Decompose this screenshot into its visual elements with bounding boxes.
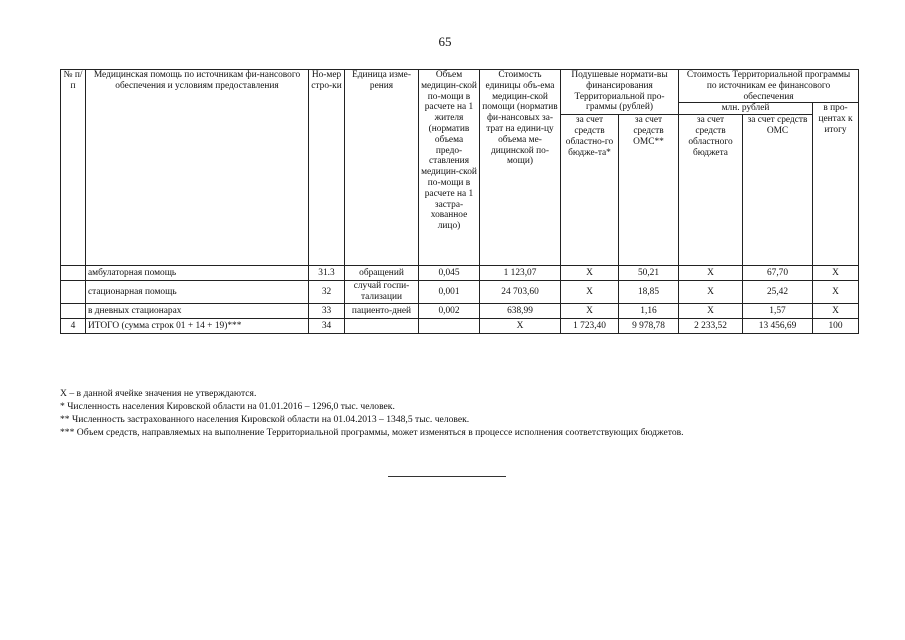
cell-row: 32 [309,281,345,304]
footnote-population: * Численность населения Кировской области на 01.01.2016 – 1296,0 тыс. человек. [60,401,395,412]
header-row-number: Но-мер стро-ки [309,70,345,266]
cell-pc-oms: 9 978,78 [619,319,679,334]
table-row [61,266,859,281]
header-mln-oms: за счет средств ОМС [743,115,813,266]
cell-cost: 1 123,07 [480,266,561,281]
cell-unit: обращений [345,266,419,281]
cell-num: 4 [61,319,86,334]
cell-cost: 24 703,60 [480,281,561,304]
table-row-total [61,319,859,334]
cell-pc-oms: 50,21 [619,266,679,281]
cell-volume [419,319,480,334]
header-total-cost: Стоимость Территориальной программы по источникам ее финансового обеспечения [679,70,859,103]
header-mln-rubles: млн. рублей [679,103,813,115]
header-unit-cost: Стоимость единицы объ-ема медицин-ской помощи (норматив фи-нансовых за-трат на едини-цу объема ме-дицинской по-мощи) [480,70,561,266]
cell-row: 31.3 [309,266,345,281]
cell-percent: 100 [813,319,859,334]
cell-num [61,266,86,281]
header-pc-oms: за счет средств ОМС** [619,115,679,266]
cell-pc-regional: Х [561,266,619,281]
header-mln-regional: за счет средств областного бюджета [679,115,743,266]
cell-pc-oms: 1,16 [619,304,679,319]
header-per-capita: Подушевые нормати-вы финансирования Территориальной про-граммы (рублей) [561,70,679,115]
cell-care: ИТОГО (сумма строк 01 + 14 + 19)*** [86,319,309,334]
cell-row: 34 [309,319,345,334]
cell-volume: 0,045 [419,266,480,281]
cell-mln-regional: Х [679,281,743,304]
footnote-insured: ** Численность застрахованного населения Кировской области на 01.04.2013 – 1348,5 тыс. человек. [60,414,470,425]
table-row [61,281,859,304]
header-care-type: Медицинская помощь по источникам фи-нансового обеспечения и условиям предоставления [86,70,309,266]
cell-mln-oms: 67,70 [743,266,813,281]
header-unit: Единица изме-рения [345,70,419,266]
footnotes [60,387,850,439]
financing-table [60,69,859,334]
cell-volume: 0,002 [419,304,480,319]
cell-pc-regional: Х [561,304,619,319]
cell-pc-regional: 1 723,40 [561,319,619,334]
cell-pc-regional: Х [561,281,619,304]
cell-mln-regional: 2 233,52 [679,319,743,334]
cell-unit: случай госпи-тализации [345,281,419,304]
header-volume: Объем медицин-ской по-мощи в расчете на 1 жителя (норматив объема предо-ставления медицин-ской по-мощи в расчете на 1 застра-хованное лицо) [419,70,480,266]
cell-percent: Х [813,266,859,281]
cell-pc-oms: 18,85 [619,281,679,304]
cell-care: амбулаторная помощь [86,266,309,281]
cell-mln-oms: 1,57 [743,304,813,319]
header-num: № п/п [61,70,86,266]
page-number: 65 [438,34,452,49]
cell-mln-regional: Х [679,304,743,319]
cell-cost: Х [480,319,561,334]
footnote-funding: *** Объем средств, направляемых на выполнение Территориальной программы, может изменяться в процессе исполнения соответствующих бюджетов. [60,427,684,438]
cell-care: в дневных стационарах [86,304,309,319]
cell-unit: пациенто-дней [345,304,419,319]
cell-mln-oms: 13 456,69 [743,319,813,334]
cell-mln-oms: 25,42 [743,281,813,304]
separator-line [388,476,506,477]
cell-unit [345,319,419,334]
table-row [61,304,859,319]
footnote-x: Х – в данной ячейке значения не утверждаются. [60,388,257,399]
cell-num [61,304,86,319]
cell-cost: 638,99 [480,304,561,319]
cell-row: 33 [309,304,345,319]
cell-volume: 0,001 [419,281,480,304]
cell-num [61,281,86,304]
cell-care: стационарная помощь [86,281,309,304]
cell-percent: Х [813,304,859,319]
cell-mln-regional: Х [679,266,743,281]
cell-percent: Х [813,281,859,304]
header-pc-regional: за счет средств областно-го бюдже-та* [561,115,619,266]
header-percent: в про-центах к итогу [813,103,859,266]
